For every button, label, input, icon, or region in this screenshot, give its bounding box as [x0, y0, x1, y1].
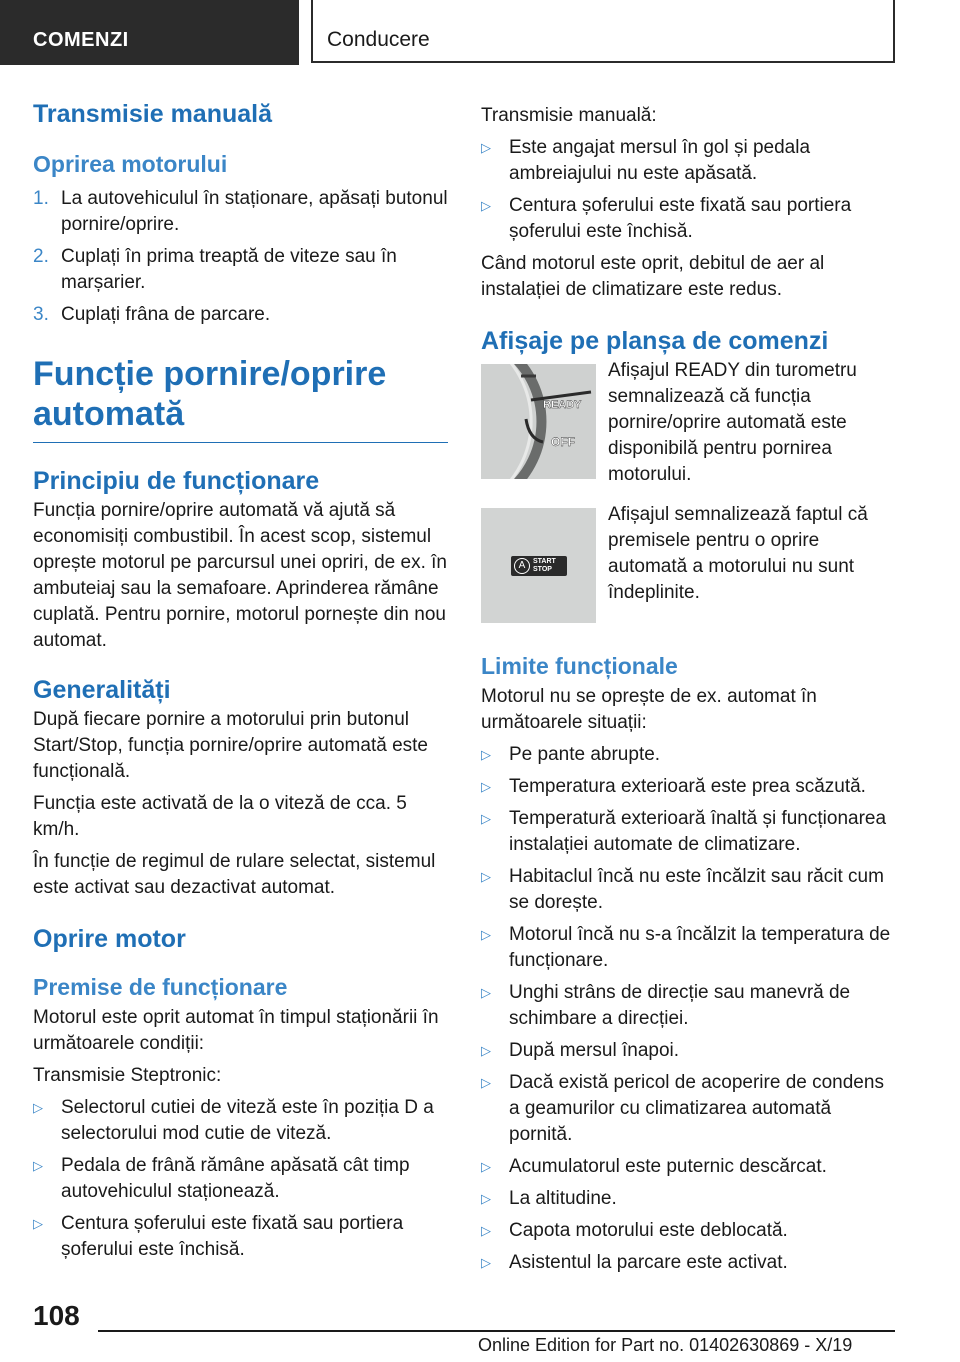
triangle-bullet-icon: ▷ — [481, 747, 491, 762]
list-item-text: Capota motorului este deblocată. — [509, 1220, 788, 1241]
list-item — [481, 1038, 891, 1064]
triangle-bullet-icon: ▷ — [33, 1158, 43, 1173]
list-item — [33, 186, 448, 238]
heading-displays: Afișaje pe planșa de comenzi — [481, 327, 829, 355]
list-item — [481, 806, 891, 858]
principle-paragraph: Funcția pornire/oprire automată vă ajută să economisiți combustibil. În acest scop, sistemul oprește motorul pe parcursul unei opriri, de ex. în ambuteiaj sau la semafoare. Aprinderea rămâne cuplată. Pentru pornire, motorul pornește din nou automat. — [33, 500, 447, 651]
list-item-text: Motorul încă nu s-a încălzit la temperatura de funcționare. — [509, 924, 891, 971]
list-item — [481, 1186, 891, 1212]
list-item — [33, 244, 448, 296]
right-column — [481, 100, 891, 1276]
general-paragraph-3: În funcție de regimul de rulare selectat, sistemul este activat sau dezactivat automat. — [33, 851, 436, 898]
list-item — [33, 1153, 448, 1205]
list-item-text: Pe pante abrupte. — [509, 744, 661, 765]
list-item — [481, 1070, 891, 1148]
triangle-bullet-icon: ▷ — [481, 1191, 491, 1206]
limits-paragraph: Motorul nu se oprește de ex. automat în următoarele situații: — [481, 686, 817, 733]
list-item — [33, 1095, 448, 1147]
footer-edition: Online Edition for Part no. 01402630869 - X/19 — [478, 1335, 853, 1355]
tachometer-icon — [481, 364, 596, 479]
list-item — [33, 1211, 448, 1263]
list-item-text: Acumulatorul este puternic descărcat. — [509, 1156, 827, 1177]
heading-engine-stop-procedure: Oprirea motorului — [33, 151, 228, 177]
figure-ready — [481, 360, 891, 488]
triangle-bullet-icon: ▷ — [481, 779, 491, 794]
step-text: Cuplați frâna de parcare. — [61, 304, 271, 325]
chapter-tab: COMENZI — [0, 0, 299, 65]
triangle-bullet-icon: ▷ — [33, 1100, 43, 1115]
list-item — [481, 922, 891, 974]
steps-list — [33, 186, 448, 328]
footer-divider — [98, 1330, 895, 1332]
step-number: 2. — [33, 246, 49, 267]
list-item-text: Este angajat mersul în gol și pedala ambreiajului nu este apăsată. — [509, 137, 811, 184]
list-item — [481, 864, 891, 916]
list-item-text: Pedala de frână rămâne apăsată cât timp autovehiculul staționează. — [61, 1155, 410, 1202]
heading-auto-start-stop: Funcție pornire/oprire automată — [33, 354, 448, 443]
ready-label: READY — [543, 399, 582, 411]
ready-display-image — [481, 364, 596, 479]
list-item — [481, 1250, 891, 1276]
triangle-bullet-icon: ▷ — [481, 811, 491, 826]
manual-list — [481, 135, 891, 245]
list-item — [481, 1218, 891, 1244]
badge-letter: A — [514, 558, 530, 574]
step-text: Cuplați în prima treaptă de viteze sau în marșarier. — [61, 246, 397, 293]
general-paragraph-1: După fiecare pornire a motorului prin butonul Start/Stop, funcția pornire/oprire automată este funcțională. — [33, 709, 428, 782]
list-item — [33, 302, 448, 328]
step-number: 1. — [33, 188, 49, 209]
list-item — [481, 1154, 891, 1180]
triangle-bullet-icon: ▷ — [481, 869, 491, 884]
list-item-text: Centura șoferului este fixată sau portiera șoferului este închisă. — [509, 195, 852, 242]
limits-list — [481, 742, 891, 1276]
figure-start-stop — [481, 504, 891, 623]
triangle-bullet-icon: ▷ — [481, 198, 491, 213]
list-item-text: Unghi strâns de direcție sau manevră de schimbare a direcției. — [509, 982, 851, 1029]
heading-limits: Limite funcționale — [481, 653, 678, 679]
manual-transmission-label: Transmisie manuală: — [481, 105, 657, 126]
ready-description: Afișajul READY din turometru semnalizează că funcția pornire/oprire automată este disponibilă pentru pornirea motorului. — [608, 360, 857, 485]
start-stop-display-image — [481, 508, 596, 623]
triangle-bullet-icon: ▷ — [481, 1075, 491, 1090]
triangle-bullet-icon: ▷ — [481, 140, 491, 155]
list-item — [481, 742, 891, 768]
step-text: La autovehiculul în staționare, apăsați butonul pornire/oprire. — [61, 188, 448, 235]
off-label: OFF — [551, 435, 575, 449]
premise-paragraph: Motorul este oprit automat în timpul staționării în următoarele condiții: — [33, 1007, 439, 1054]
heading-general: Generalități — [33, 676, 171, 704]
triangle-bullet-icon: ▷ — [481, 1043, 491, 1058]
list-item-text: Temperatură exterioară înaltă și funcționarea instalației automate de climatizare. — [509, 808, 887, 855]
triangle-bullet-icon: ▷ — [33, 1216, 43, 1231]
step-number: 3. — [33, 304, 49, 325]
list-item-text: La altitudine. — [509, 1188, 617, 1209]
list-item-text: Temperatura exterioară este prea scăzută. — [509, 776, 866, 797]
left-column — [33, 100, 448, 1263]
heading-manual-transmission: Transmisie manuală — [33, 100, 273, 128]
list-item-text: Habitaclul încă nu este încălzit sau răcit cum se dorește. — [509, 866, 884, 913]
triangle-bullet-icon: ▷ — [481, 927, 491, 942]
triangle-bullet-icon: ▷ — [481, 1159, 491, 1174]
list-item — [481, 774, 891, 800]
triangle-bullet-icon: ▷ — [481, 985, 491, 1000]
list-item-text: Centura șoferului este fixată sau portiera șoferului este închisă. — [61, 1213, 404, 1260]
list-item-text: Dacă există pericol de acoperire de condens a geamurilor cu climatizarea automată pornită. — [509, 1072, 884, 1145]
page-number: 108 — [33, 1300, 80, 1331]
steptronic-list — [33, 1095, 448, 1263]
section-title: Conducere — [311, 0, 895, 63]
auto-start-stop-badge-icon — [511, 556, 567, 576]
triangle-bullet-icon: ▷ — [481, 1223, 491, 1238]
heading-engine-stop: Oprire motor — [33, 925, 186, 953]
list-item — [481, 193, 891, 245]
list-item-text: După mersul înapoi. — [509, 1040, 680, 1061]
heading-principle: Principiu de funcționare — [33, 467, 320, 495]
list-item-text: Selectorul cutiei de viteză este în poziția D a selectorului mod cutie de viteză. — [61, 1097, 434, 1144]
badge-text-start: START — [533, 558, 556, 565]
general-paragraph-2: Funcția este activată de la o viteză de cca. 5 km/h. — [33, 793, 407, 840]
heading-premises: Premise de funcționare — [33, 974, 288, 1000]
list-item-text: Asistentul la parcare este activat. — [509, 1252, 788, 1273]
badge-text-stop: STOP — [533, 566, 552, 573]
list-item — [481, 135, 891, 187]
badge-text — [533, 558, 556, 574]
steptronic-label: Transmisie Steptronic: — [33, 1065, 222, 1086]
start-stop-description: Afișajul semnalizează faptul că premisele pentru o oprire automată a motorului nu sunt îndeplinite. — [608, 504, 868, 603]
climate-paragraph: Când motorul este oprit, debitul de aer al instalației de climatizare este redus. — [481, 253, 825, 300]
triangle-bullet-icon: ▷ — [481, 1255, 491, 1270]
list-item — [481, 980, 891, 1032]
